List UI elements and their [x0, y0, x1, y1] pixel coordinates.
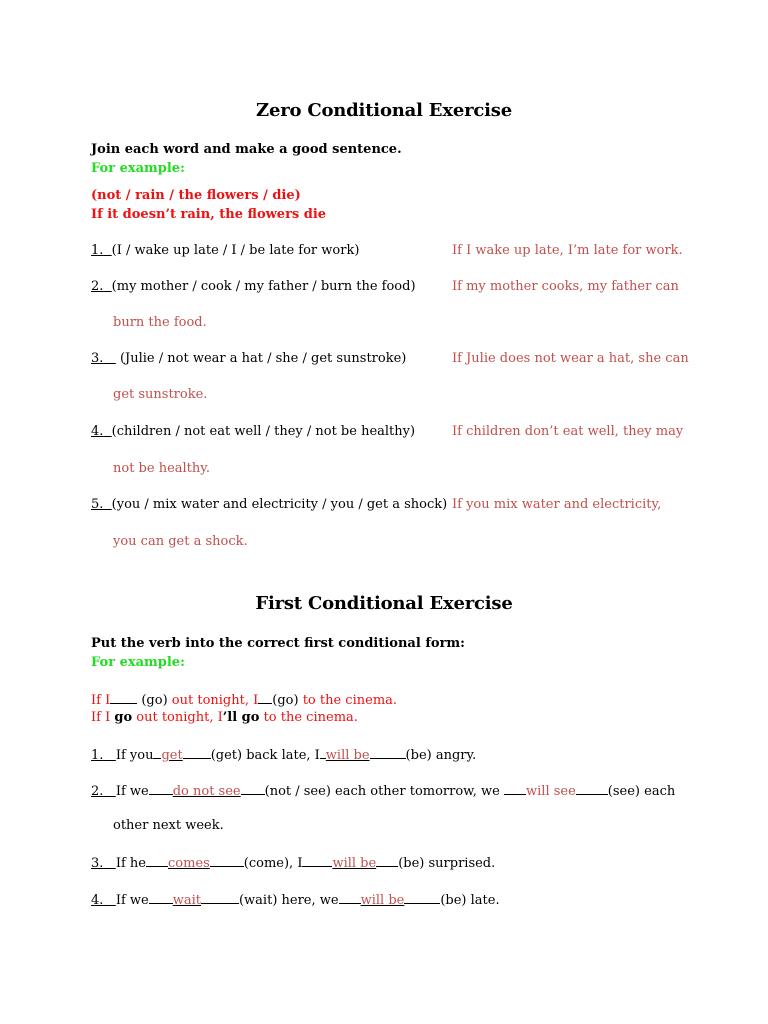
item-number: 1. — [91, 243, 104, 258]
answer-fill: do not see — [172, 784, 241, 799]
item-number: 3. — [91, 351, 104, 366]
zero-item-4 — [91, 424, 415, 439]
zero-example-prompt: (not / rain / the flowers / die) — [91, 188, 301, 203]
first-example-prompt: If I (go) out tonight, I (go) to the cinema. — [91, 693, 398, 708]
item-prompt: (children / not eat well / they / not be healthy) — [111, 424, 416, 439]
zero-item-5-answer: If you mix water and electricity, — [452, 497, 662, 512]
answer-fill: comes — [167, 856, 210, 871]
item-number: 2. — [91, 279, 104, 294]
zero-example-label: For example: — [91, 161, 185, 176]
zero-item-4-answer: If children don’t eat well, they may — [452, 424, 684, 439]
zero-item-3 — [91, 351, 406, 366]
zero-instruction: Join each word and make a good sentence. — [91, 142, 402, 157]
item-prompt: (I / wake up late / I / be late for work) — [111, 243, 360, 258]
zero-item-1-answer: If I wake up late, I’m late for work. — [452, 243, 683, 258]
answer-fill: will see — [526, 784, 576, 799]
first-instruction: Put the verb into the correct first conditional form: — [91, 636, 465, 651]
zero-item-3-answer-cont: get sunstroke. — [113, 387, 208, 402]
zero-item-4-answer-cont: not be healthy. — [113, 461, 211, 476]
answer-fill: wait — [172, 893, 201, 908]
first-conditional-title: First Conditional Exercise — [255, 593, 513, 614]
answer-fill: will be — [360, 893, 405, 908]
first-item-2: 2. If we do not see (not / see) each other tomorrow, we will see (see) each — [91, 784, 676, 799]
first-item-2-cont: other next week. — [113, 818, 224, 833]
answer-fill: will be — [325, 748, 370, 763]
zero-item-3-answer: If Julie does not wear a hat, she can — [452, 351, 689, 366]
first-item-3: 3. If he comes (come), I will be (be) surprised. — [91, 856, 496, 871]
item-prompt: (Julie / not wear a hat / she / get sunstroke) — [119, 351, 407, 366]
first-item-1: 1. If you get (get) back late, I will be (be) angry. — [91, 748, 477, 763]
answer-fill: will be — [332, 856, 377, 871]
zero-item-2 — [91, 279, 416, 294]
first-example-label: For example: — [91, 655, 185, 670]
first-example-answer: If I go out tonight, I’ll go to the cinema. — [91, 710, 358, 725]
first-item-4: 4. If we wait (wait) here, we will be (be) late. — [91, 893, 500, 908]
item-number: 4. — [91, 424, 104, 439]
zero-item-2-answer: If my mother cooks, my father can — [452, 279, 679, 294]
zero-item-5-answer-cont: you can get a shock. — [113, 534, 248, 549]
zero-conditional-title: Zero Conditional Exercise — [256, 100, 512, 121]
item-prompt: (you / mix water and electricity / you / get a shock) — [111, 497, 448, 512]
zero-item-2-answer-cont: burn the food. — [113, 315, 207, 330]
item-number: 5. — [91, 497, 104, 512]
zero-example-answer: If it doesn’t rain, the flowers die — [91, 207, 327, 222]
zero-item-1 — [91, 243, 359, 258]
zero-item-5 — [91, 497, 447, 512]
item-prompt: (my mother / cook / my father / burn the food) — [111, 279, 416, 294]
answer-fill: get — [161, 748, 183, 763]
